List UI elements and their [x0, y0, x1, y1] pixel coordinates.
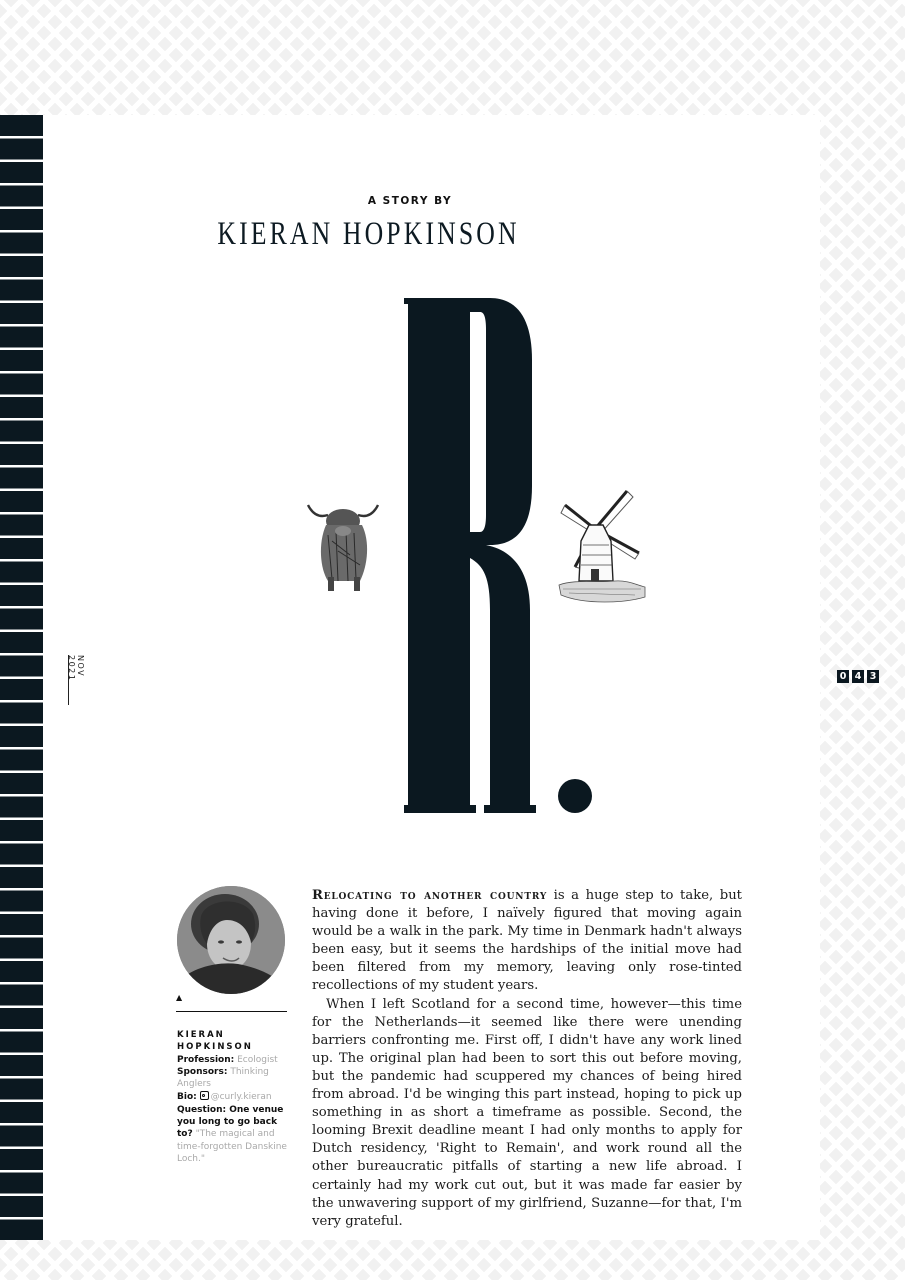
author-avatar: [177, 886, 285, 994]
bio-profession: [177, 1054, 289, 1066]
author-bio: [177, 1029, 289, 1165]
caption-arrow-icon: ▲: [176, 993, 183, 1002]
sponsors-value: Thinking Anglers: [177, 1066, 269, 1090]
bio-handle-row: [177, 1090, 289, 1103]
article-paragraph: [312, 887, 742, 996]
page-digit: 3: [867, 670, 879, 683]
story-kicker: A STORY BY: [367, 195, 453, 207]
page-digit: 0: [837, 670, 849, 683]
profession-label: Profession:: [177, 1054, 235, 1065]
article-body: [312, 887, 742, 1231]
sponsors-label: Sponsors:: [177, 1066, 228, 1077]
page-number: [837, 670, 879, 683]
page-digit: 4: [852, 670, 864, 683]
bio-sponsors: [177, 1066, 289, 1091]
windmill-icon: [555, 485, 647, 607]
question-answer: "The magical and time-forgotten Danskine Loch.": [177, 1129, 287, 1164]
profession-value: Ecologist: [237, 1054, 278, 1065]
striped-margin-bar: [0, 115, 43, 1240]
issue-date: NOV 2021: [68, 655, 85, 705]
question-label: Question: One venue you long to go back to?: [177, 1104, 284, 1140]
lead-in: Relocating to another country: [312, 888, 548, 903]
instagram-icon: [200, 1091, 209, 1100]
bio-name: KIERAN HOPKINSON: [177, 1030, 253, 1053]
bio-label: Bio:: [177, 1092, 197, 1103]
bio-question: [177, 1104, 289, 1165]
author-title: KIERAN HOPKINSON: [217, 216, 520, 252]
instagram-handle[interactable]: @curly.kieran: [210, 1092, 272, 1103]
sidebar-divider: [176, 1011, 287, 1012]
paragraph-text: is a huge step to take, but having done it before, I naïvely figured that moving again would be a walk in the park. My time in Denmark hadn't always been easy, but it seems the hardships of the initial move had been filtered from my memory, leaving only rose-tinted recollections of my student years.: [312, 888, 742, 994]
article-paragraph: When I left Scotland for a second time, however—this time for the Netherlands—it seemed like there were unending barriers confronting me. First off, I didn't have any work lined up. The original plan had been to sort this out before moving, but the pandemic had scuppered my chances of being hired from abroad. I'd be winging this part instead, hoping to pick up something in as short a timeframe as possible. Second, the looming Brexit deadline meant I had only months to apply for Dutch residency, 'Right to Remain', and work round all the other bureaucratic pitfalls of starting a new life abroad. I certainly had my work cut out, but it was made far easier by the unwavering support of my girlfriend, Suzanne—for that, I'm very grateful.: [312, 996, 742, 1229]
highland-cow-icon: [304, 495, 382, 595]
